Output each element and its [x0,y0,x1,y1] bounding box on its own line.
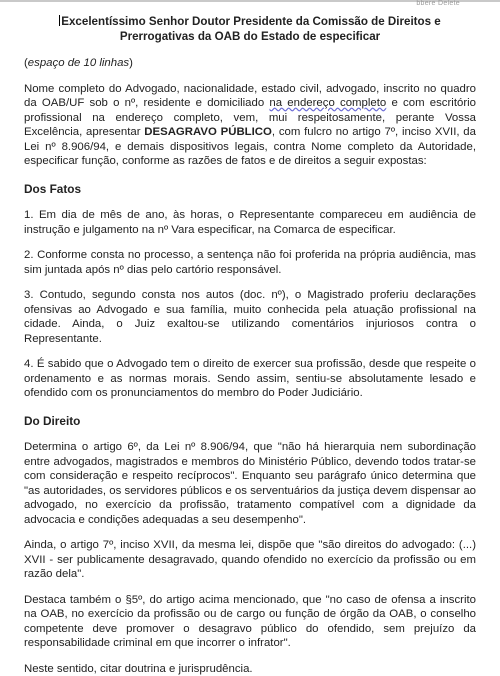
facts-paragraph: 4. É sabido que o Advogado tem o direito de exercer sua profissão, desde que respeite o ordenamento e as normas morais. Sendo assim, sentiu-se absolutamente lesado e ofendido com os pronunciamentos do membro do Poder Judiciário. [24,357,476,401]
document-body[interactable] [24,15,476,676]
section-heading-law: Do Direito [24,414,476,429]
space-note: (espaço de 10 linhas) [24,56,476,71]
document-title: Excelentíssimo Senhor Doutor Presidente da Comissão de Direitos e Prerrogativas da OAB do Estado de especificar [24,15,476,44]
law-paragraph: Determina o artigo 6º, da Lei nº 8.906/94, que "não há hierarquia nem subordinação entre advogados, magistrados e membros do Ministério Público, devendo todos tratar-se com consideração e respeito recíprocos". Enquanto seu parágrafo único determina que "as autoridades, os servidores públicos e os serventuários da justiça devem dispensar ao advogado, no exercício da profissão, tratamento compatível com a dignidade da advocacia e condições adequadas a seu desempenho". [24,440,476,527]
spellcheck-underline: na endereço completo [269,97,386,109]
law-paragraph: Destaca também o §5º, do artigo acima mencionado, que "no caso de ofensa a inscrito na OAB, no exercício da profissão ou de cargo ou função de órgão da OAB, o conselho competente deve promover o desagravo público do ofendido, sem prejuízo da responsabilidade criminal em que incorrer o infrator". [24,593,476,651]
facts-paragraph: 1. Em dia de mês de ano, às horas, o Representante compareceu em audiência de instrução e julgamento na nº Vara especificar, na Comarca de especificar. [24,208,476,237]
facts-paragraph: 3. Contudo, segundo consta nos autos (doc. nº), o Magistrado proferiu declarações ofensivas ao Advogado e sua família, muito conhecida pela atuação profissional na cidade. Ainda, o Juiz exaltou-se utilizando comentários injuriosos contra o Representante. [24,288,476,346]
section-heading-facts: Dos Fatos [24,182,476,197]
facts-paragraph: 2. Conforme consta no processo, a sentença não foi proferida na própria audiência, mas sim juntada após nº dias pelo cartório responsável. [24,248,476,277]
intro-paragraph: Nome completo do Advogado, nacionalidade, estado civil, advogado, inscrito no quadro da OAB/UF sob o nº, residente e domiciliado na endereço completo e com escritório profissional na endereço completo, vem, mui respeitosamente, perante Vossa Excelência, apresentar DESAGRAVO PÚBLICO, com fulcro no artigo 7º, inciso XVII, da Lei nº 8.906/94, e demais dispositivos legais, contra Nome completo da Autoridade, especificar função, conforme as razões de fatos e de direitos a seguir expostas: [24,82,476,169]
emphasis-bold: DESAGRAVO PÚBLICO [144,126,272,138]
law-paragraph: Neste sentido, citar doutrina e jurisprudência. [24,662,476,676]
clipped-toolbar-text: bbere Delete [416,0,460,7]
law-paragraph: Ainda, o artigo 7º, inciso XVII, da mesma lei, dispõe que "são direitos do advogado: (...) XVII - ser publicamente desagravado, quando ofendido no exercício da profissão ou em razão dela". [24,538,476,582]
